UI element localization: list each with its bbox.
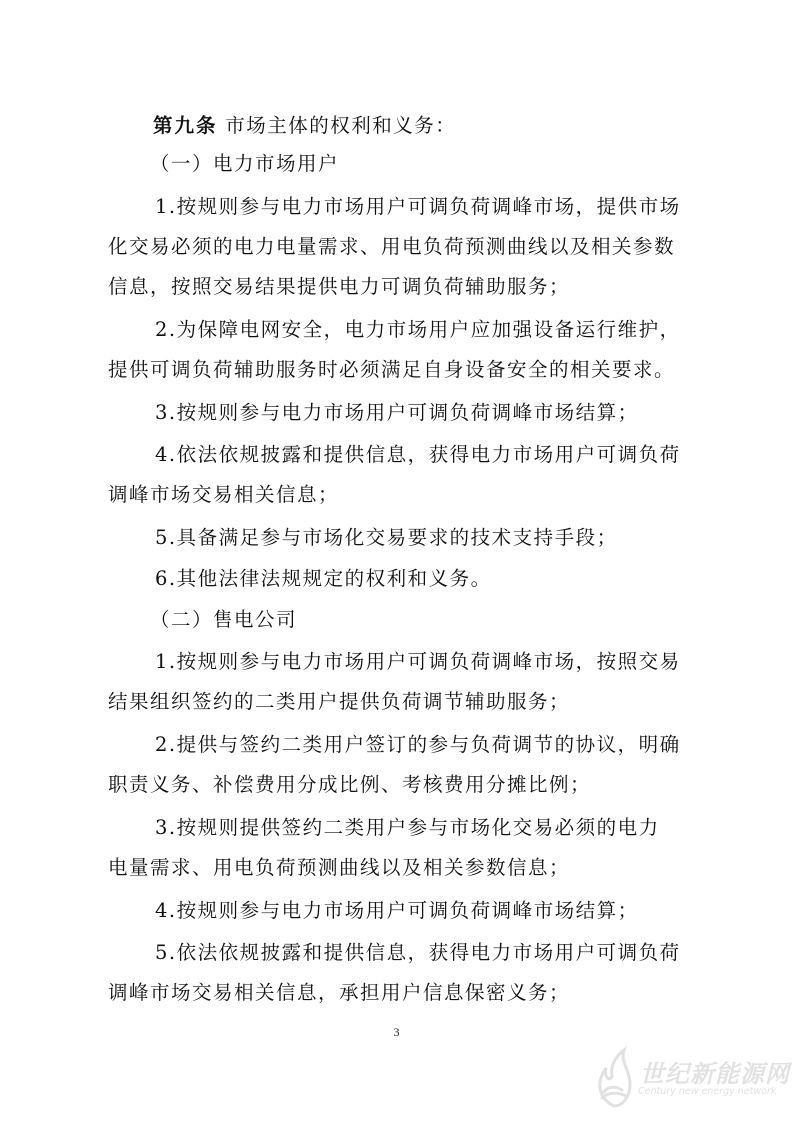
paragraph-line: 4.按规则参与电力市场用户可调负荷调峰市场结算； [155,899,639,922]
paragraph-line: 6.其他法律法规规定的权利和义务。 [155,567,492,590]
paragraph-line: 1.按规则参与电力市场用户可调负荷调峰市场，提供市场 [155,195,681,218]
article-heading-line [153,112,456,140]
flame-logo-icon [590,1046,638,1110]
paragraph-line: 2.为保障电网安全，电力市场用户应加强设备运行维护， [155,318,681,341]
paragraph-line: 电量需求、用电负荷预测曲线以及相关参数信息； [108,856,571,879]
article-title: 市场主体的权利和义务： [225,114,457,137]
page-number: 3 [393,1025,400,1039]
paragraph-line: 调峰市场交易相关信息，承担用户信息保密义务； [108,981,571,1004]
paragraph-line: 结果组织签约的二类用户提供负荷调节辅助服务； [108,690,571,713]
paragraph-line: 4.依法依规披露和提供信息，获得电力市场用户可调负荷 [155,443,681,466]
article-number: 第九条 [153,114,218,137]
watermark-cn-text: 世纪新能源网 [640,1060,790,1088]
site-watermark [590,1040,790,1120]
paragraph-line: 5.依法依规披露和提供信息，获得电力市场用户可调负荷 [155,941,681,964]
paragraph-line: 1.按规则参与电力市场用户可调负荷调峰市场，按照交易 [155,650,681,673]
paragraph-line: 5.具备满足参与市场化交易要求的技术支持手段； [155,526,618,549]
paragraph-line: 化交易必须的电力电量需求、用电负荷预测曲线以及相关参数 [108,235,676,258]
paragraph-line: 调峰市场交易相关信息； [108,483,340,506]
paragraph-line: 2.提供与签约二类用户签订的参与负荷调节的协议，明确 [155,733,681,756]
section-title: （一）电力市场用户 [150,152,340,175]
paragraph-line: 职责义务、补偿费用分成比例、考核费用分摊比例； [108,773,592,796]
paragraph-line: 提供可调负荷辅助服务时必须满足自身设备安全的相关要求。 [108,358,676,381]
paragraph-line: 3.按规则参与电力市场用户可调负荷调峰市场结算； [155,401,639,424]
section-title: （二）售电公司 [150,608,298,631]
paragraph-line: 3.按规则提供签约二类用户参与市场化交易必须的电力 [155,816,660,839]
paragraph-line: 信息，按照交易结果提供电力可调负荷辅助服务； [108,275,571,298]
watermark-en-text: Century new energy network [638,1086,777,1097]
